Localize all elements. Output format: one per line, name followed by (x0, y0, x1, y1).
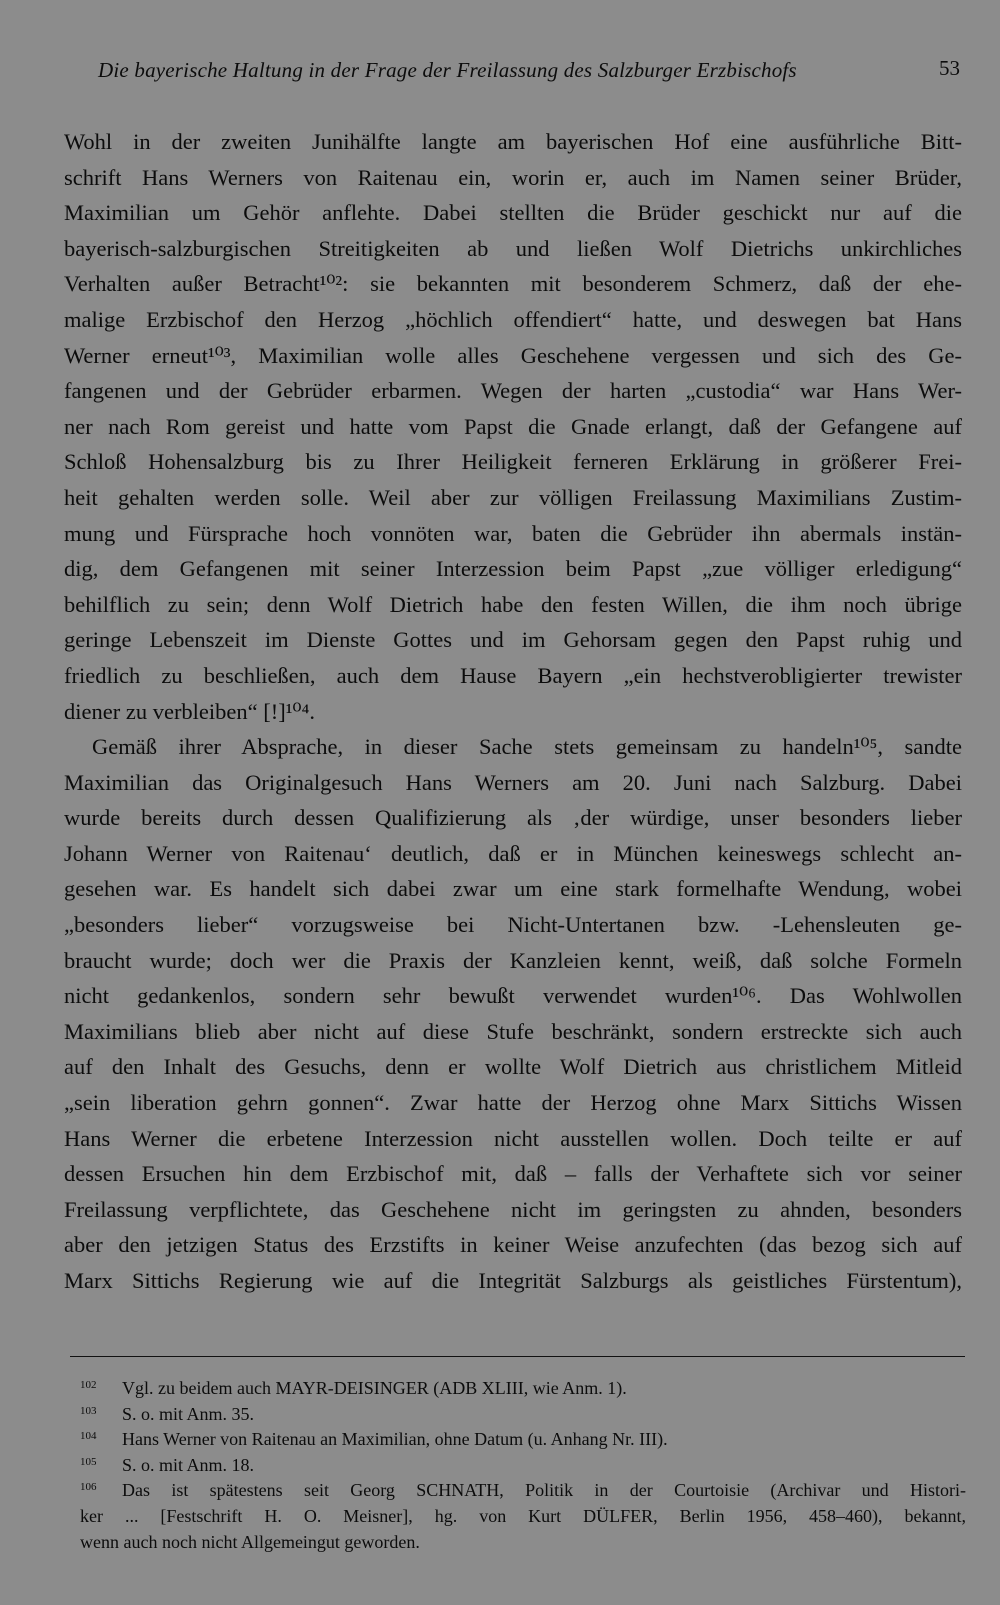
running-header (98, 52, 960, 92)
text-line: Schloß Hohensalzburg bis zu Ihrer Heiligkeit ferneren Erklärung in größerer Frei- (64, 449, 962, 475)
footnote-103: 103 S. o. mit Anm. 35. (80, 1403, 255, 1424)
text-line: behilflich zu sein; denn Wolf Dietrich habe den festen Willen, die ihm noch übrige (64, 591, 962, 617)
text-line: Werner erneut¹⁰³, Maximilian wolle alles Geschehene vergessen und sich des Ge- (64, 342, 962, 368)
text-line: bayerisch-salzburgischen Streitigkeiten ab und ließen Wolf Dietrichs unkirchliches (64, 235, 962, 261)
text-line: gesehen war. Es handelt sich dabei zwar um eine stark formelhafte Wendung, wobei (64, 876, 962, 902)
footnote-105: 105 S. o. mit Anm. 18. (80, 1454, 255, 1475)
text-line: auf den Inhalt des Gesuchs, denn er wollte Wolf Dietrich aus christlichem Mitleid (64, 1054, 962, 1080)
text-line: Maximilians blieb aber nicht auf diese Stufe beschränkt, sondern erstreckte sich auch (64, 1018, 962, 1044)
footnote-102: 102 Vgl. zu beidem auch MAYR-DEISINGER (ADB XLIII, wie Anm. 1). (80, 1378, 627, 1398)
text-line: malige Erzbischof den Herzog „höchlich offendiert“ hatte, und deswegen bat Hans (64, 306, 962, 332)
text-line: Verhalten außer Betracht¹⁰²: sie bekannten mit besonderem Schmerz, daß der ehe- (64, 271, 962, 297)
footnotes (80, 1376, 966, 1555)
text-line: fangenen und der Gebrüder erbarmen. Wegen der harten „custodia“ war Hans Wer- (64, 378, 962, 404)
footnote-text: S. o. mit Anm. 18. (122, 1454, 255, 1475)
text-line: diener zu verbleiben“ [!]¹⁰⁴. (64, 698, 315, 724)
text-line: Maximilian um Gehör anflehte. Dabei stellten die Brüder geschickt nur auf die (64, 200, 962, 226)
footnote-text: S. o. mit Anm. 35. (122, 1403, 255, 1424)
text-line: friedlich zu beschließen, auch dem Hause Bayern „ein hechstverobligierter trewister (64, 662, 962, 688)
text-line: Hans Werner die erbetene Interzession nicht ausstellen wollen. Doch teilte er auf (64, 1125, 962, 1151)
running-title: Die bayerische Haltung in der Frage der Freilassung des Salzburger Erzbischofs (98, 58, 797, 82)
text-line: braucht wurde; doch wer die Praxis der Kanzleien kennt, weiß, daß solche Formeln (64, 947, 962, 973)
text-line: „sein liberation gehrn gonnen“. Zwar hatte der Herzog ohne Marx Sittichs Wissen (64, 1090, 962, 1116)
footnote-text: Das ist spätestens seit Georg SCHNATH, Politik in der Courtoisie (Archivar und Histori- (122, 1480, 966, 1501)
text-line: heit gehalten werden solle. Weil aber zur völligen Freilassung Maximilians Zustim- (64, 484, 962, 510)
text-line: Wohl in der zweiten Junihälfte langte am bayerischen Hof eine ausführliche Bitt- (64, 129, 962, 154)
paragraph (64, 124, 962, 729)
footnote-text: Vgl. zu beidem auch MAYR-DEISINGER (ADB XLIII, wie Anm. 1). (122, 1378, 627, 1398)
footnote-text: Hans Werner von Raitenau an Maximilian, ohne Datum (u. Anhang Nr. III). (122, 1429, 668, 1450)
text-line: Maximilian das Originalgesuch Hans Werners am 20. Juni nach Salzburg. Dabei (64, 769, 962, 795)
text-line: mung und Fürsprache hoch vonnöten war, baten die Gebrüder ihn abermals instän- (64, 520, 962, 546)
text-line: Johann Werner von Raitenau‘ deutlich, daß er in München keineswegs schlecht an- (64, 840, 962, 866)
text-line: schrift Hans Werners von Raitenau ein, worin er, auch im Namen seiner Brüder, (64, 164, 962, 190)
page-number: 53 (939, 56, 960, 80)
text-line: aber den jetzigen Status des Erzstifts in keiner Weise anzufechten (das bezog sich auf (64, 1232, 962, 1258)
text-line: Gemäß ihrer Absprache, in dieser Sache stets gemeinsam zu handeln¹⁰⁵, sandte (92, 734, 962, 760)
text-line: dig, dem Gefangenen mit seiner Interzession beim Papst „zue völliger erledigung“ (64, 556, 962, 582)
text-line: geringe Lebenszeit im Dienste Gottes und im Gehorsam gegen den Papst ruhig und (64, 627, 962, 653)
text-line: Marx Sittichs Regierung wie auf die Integrität Salzburgs als geistliches Fürstentum), (64, 1268, 962, 1293)
body-text (64, 124, 962, 1299)
text-line: Freilassung verpflichtete, das Geschehene nicht im geringsten zu ahnden, besonders (64, 1196, 962, 1222)
text-line: „besonders lieber“ vorzugsweise bei Nicht-Untertanen bzw. -Lehensleuten ge- (64, 912, 962, 938)
footnote-text: ker ... [Festschrift H. O. Meisner], hg. von Kurt DÜLFER, Berlin 1956, 458–460), bekannt, (80, 1505, 966, 1526)
text-line: wurde bereits durch dessen Qualifizierung als ‚der würdige, unser besonders lieber (64, 805, 962, 831)
text-line: ner nach Rom gereist und hatte vom Papst die Gnade erlangt, daß der Gefangene auf (64, 413, 962, 439)
footnote-text: wenn auch noch nicht Allgemeingut geworden. (80, 1531, 420, 1552)
footnote-104: 104 Hans Werner von Raitenau an Maximilian, ohne Datum (u. Anhang Nr. III). (80, 1429, 668, 1450)
footnote-separator (70, 1356, 965, 1357)
paragraph (64, 729, 962, 1299)
text-line: dessen Ersuchen hin dem Erzbischof mit, daß – falls der Verhaftete sich vor seiner (64, 1161, 962, 1187)
footnote-106: 106 Das ist spätestens seit Georg SCHNATH, Politik in der Courtoisie (Archivar und Histori- ker ... [Festschrift H. O. Meisner], hg. von Kurt DÜLFER, Berlin 1956, 458–460), bekannt, wenn auch noch nicht Allgemeingut geworden. (80, 1478, 966, 1555)
text-line: nicht gedankenlos, sondern sehr bewußt verwendet wurden¹⁰⁶. Das Wohlwollen (64, 983, 962, 1009)
